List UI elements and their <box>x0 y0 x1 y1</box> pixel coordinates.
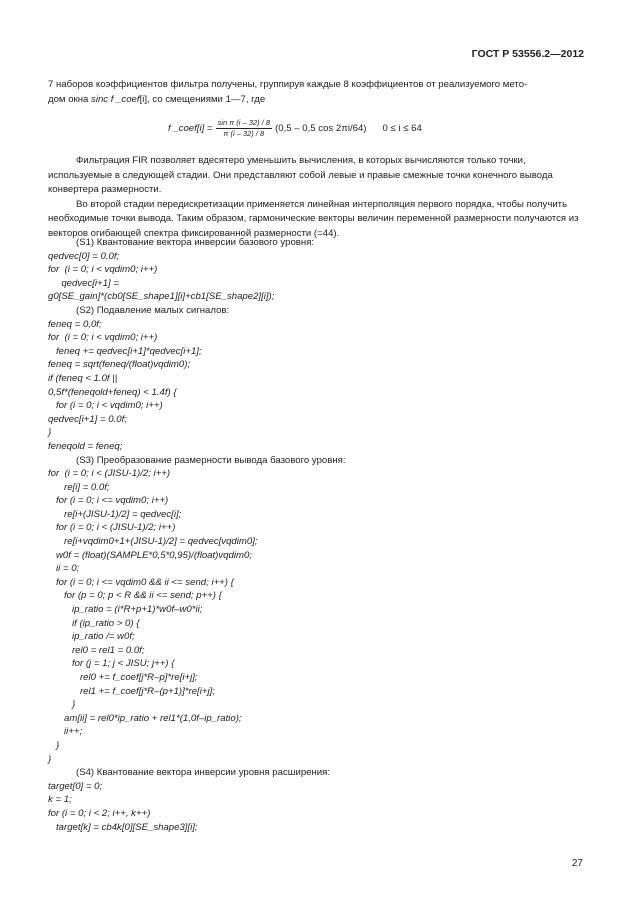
code-line: k = 1; <box>48 794 72 806</box>
body-paragraphs <box>48 154 586 241</box>
code-line: for (i = 0; i < 2; i++, k++) <box>48 807 151 819</box>
code-line: for (i = 0; i <= vqdim0 && ii <= send; i++) { <box>48 576 234 588</box>
code-line: if (feneq < 1.0f || <box>48 372 118 384</box>
code-listing <box>48 236 346 834</box>
intro-paragraph <box>48 78 586 107</box>
code-line: re[i] = 0.0f; <box>48 481 110 493</box>
code-line: for (i = 0; i < vqdim0; i++) <box>48 400 163 412</box>
formula-lhs: f _coef[i] = <box>168 123 213 134</box>
paragraph-fir: Фильтрация FIR позволяет вдесятеро уменьшить вычисления, в которых вычисляются только точки, используемые в следующей стадии. Они представляют собой левые и правые смежные точки конечного вывода конвертера размерности. <box>48 155 553 195</box>
code-section-heading: (S1) Квантование вектора инверсии базового уровня: <box>76 237 315 248</box>
code-line: if (ip_ratio > 0) { <box>48 617 140 629</box>
code-line: qedvec[0] = 0.0f; <box>48 250 120 262</box>
code-line: w0f = (float)(SAMPLE*0,5*0,95)/(float)vqdim0; <box>48 549 252 561</box>
code-line: qedvec[i+1] = 0.0f; <box>48 413 127 425</box>
page-number: 27 <box>571 858 583 869</box>
code-line: target[0] = 0; <box>48 780 103 792</box>
code-line: for (i = 0; i < vqdim0; i++) <box>48 264 158 276</box>
code-line: g0[SE_gain]*(cb0[SE_shape1][i]+cb1[SE_shape2][i]); <box>48 291 275 303</box>
code-line: am[ii] = rel0*ip_ratio + rel1*(1,0f–ip_ratio); <box>48 712 242 724</box>
code-line: 0,5f*(feneqold+feneq) < 1.4f) { <box>48 386 177 398</box>
code-line: } <box>48 753 52 765</box>
intro-line-2: дом окна sinc f _coef[i], со смещениями 1—7, где <box>48 93 266 105</box>
code-line: ii = 0; <box>48 563 80 575</box>
code-section-heading: (S4) Квантование вектора инверсии уровня расширения: <box>76 767 331 779</box>
code-line: } <box>48 739 60 751</box>
intro-line-1: 7 наборов коэффициентов фильтра получены, группируя каждые 8 коэффициентов от реализуемого мето- <box>48 79 528 90</box>
formula-fraction <box>216 118 273 139</box>
code-line: feneq = sqrt(feneq/(float)vqdim0); <box>48 359 191 371</box>
code-line: ii++; <box>48 726 83 738</box>
code-line: rel0 += f_coef[j*R–p]*re[i+j]; <box>48 672 198 683</box>
paragraph-interpolation: Во второй стадии передискретизации применяется линейная интерполяция первого порядка, чтобы получить необходимые точки вывода. Таким образом, гармонические векторы величин переменной размерности получаются из векторов огибающей спектра фиксированной размерности (=44). <box>48 198 579 239</box>
code-line: for (i = 0; i < (JISU-1)/2; i++) <box>48 468 171 480</box>
code-line: re[i+(JISU-1)/2] = qedvec[i]; <box>48 508 182 520</box>
code-line: } <box>48 699 76 711</box>
code-line: re[i+vqdim0+1+(JISU-1)/2] = qedvec[vqdim0]; <box>48 536 258 548</box>
code-section-heading: (S3) Преобразование размерности вывода базового уровня: <box>76 454 346 466</box>
code-line: for (i = 0; i <= vqdim0; i++) <box>48 495 169 507</box>
code-line: target[k] = cb4k[0][SE_shape3][i]; <box>48 821 198 833</box>
code-line: feneq = 0,0f; <box>48 318 102 330</box>
code-line: for (i = 0; i < (JISU-1)/2; i++) <box>48 522 176 534</box>
code-line: feneqold = feneq; <box>48 440 123 452</box>
code-line: rel1 += f_coef[j*R–(p+1)]*re[i+j]; <box>48 685 215 697</box>
formula-range: 0 ≤ i ≤ 64 <box>382 123 422 134</box>
formula-numerator: sin π (i – 32) / 8 <box>217 118 271 127</box>
document-header: ГОСТ Р 53556.2—2012 <box>471 48 584 60</box>
code-line: } <box>48 427 52 439</box>
code-line: for (j = 1; j < JISU; j++) { <box>48 658 175 670</box>
code-line: ip_ratio = (i*R+p+1)*w0f–w0*ii; <box>48 604 203 616</box>
code-line: rel0 = rel1 = 0.0f; <box>48 644 145 656</box>
window-formula <box>168 118 422 139</box>
formula-denominator: π (i – 32) / 8 <box>223 129 265 138</box>
code-line: feneq += qedvec[i+1]*qedvec[i+1]; <box>48 345 202 357</box>
code-section-heading: (S2) Подавление малых сигналов: <box>76 304 230 316</box>
code-line: for (p = 0; p < R && ii <= send; p++) { <box>48 590 222 602</box>
code-line: ip_ratio /= w0f; <box>48 631 135 643</box>
code-line: for (i = 0; i < vqdim0; i++) <box>48 332 158 344</box>
formula-rhs: (0,5 – 0,5 cos 2πi/64) <box>275 123 367 134</box>
code-line: qedvec[i+1] = <box>48 277 119 289</box>
